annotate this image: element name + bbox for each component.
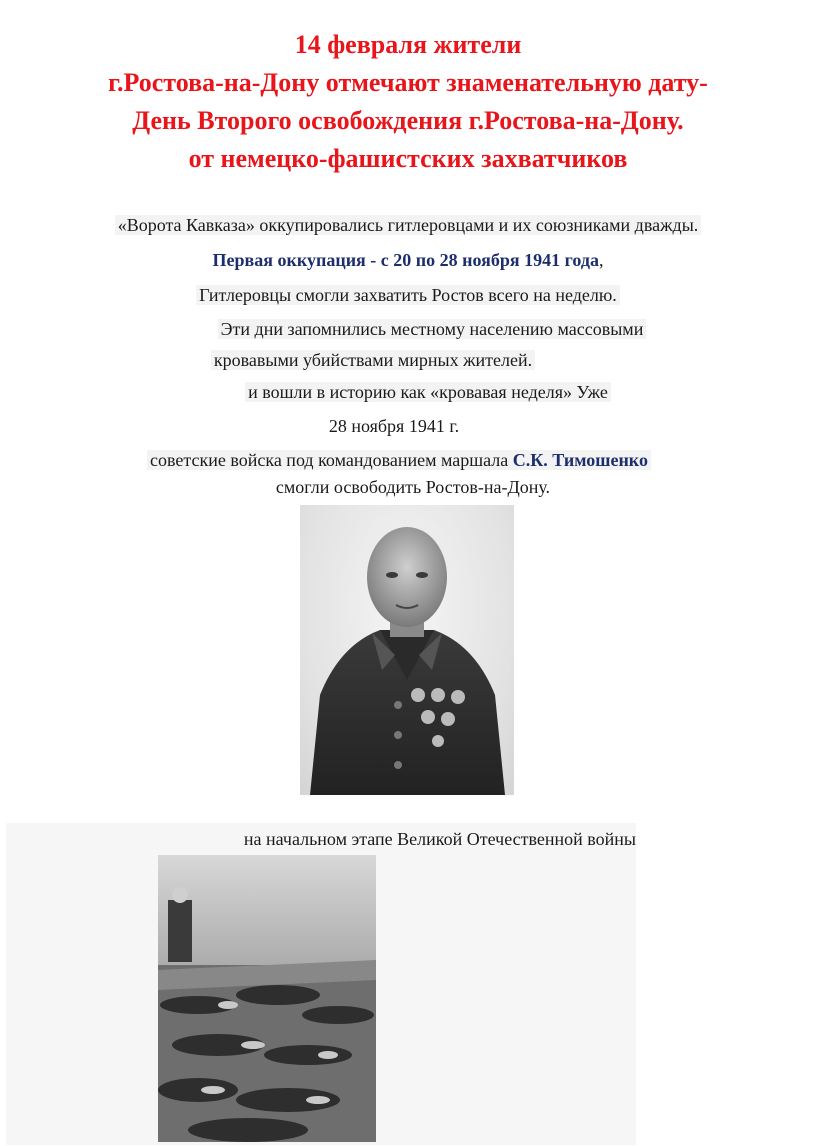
marshal-name: С.К. Тимошенко — [512, 450, 648, 470]
first-occupation-dates: Первая оккупация - с 20 по 28 ноября 1941 года — [212, 250, 599, 270]
paragraph-bloody-week — [0, 380, 816, 404]
paragraph-bloody-week-text: и вошли в историю как «кровавая неделя» Уже — [245, 382, 611, 402]
paragraph-caucasus-gate — [0, 213, 816, 237]
page-title — [0, 26, 816, 178]
war-photo-illustration — [158, 855, 376, 1142]
title-line-4: от немецко-фашистских захватчиков — [188, 144, 628, 173]
paragraph-killings — [0, 348, 816, 372]
war-victims-photo — [158, 855, 376, 1142]
troops-prefix: советские войска под командованием маршала — [150, 450, 513, 470]
paragraph-remembered — [0, 317, 816, 341]
title-line-1: 14 февраля жители — [294, 30, 522, 59]
paragraph-caucasus-gate-text: «Ворота Кавказа» оккупировались гитлеровцами и их союзниками дважды. — [115, 215, 702, 235]
paragraph-week-text: Гитлеровцы смогли захватить Ростов всего на неделю. — [196, 285, 620, 305]
paragraph-killings-text: кровавыми убийствами мирных жителей. — [211, 350, 535, 370]
paragraph-remembered-text: Эти дни запомнились местному населению массовыми — [218, 319, 647, 339]
first-occupation-comma: , — [598, 250, 604, 270]
marshal-portrait-photo — [300, 505, 514, 795]
portrait-illustration — [300, 505, 514, 795]
paragraph-week — [0, 283, 816, 307]
paragraph-troops-text — [147, 450, 651, 470]
paragraph-liberated-text: смогли освободить Ростов-на-Дону. — [275, 477, 551, 497]
war-photo-caption-text: на начальном этапе Великой Отечественной войны — [243, 829, 636, 849]
war-photo-caption — [6, 827, 636, 851]
paragraph-date — [0, 414, 816, 438]
paragraph-liberated — [0, 475, 816, 499]
title-line-2: г.Ростова-на-Дону отмечают знаменательную дату- — [108, 68, 708, 97]
title-line-3: День Второго освобождения г.Ростова-на-Дону. — [132, 106, 684, 135]
paragraph-first-occupation — [0, 248, 816, 272]
paragraph-troops — [0, 448, 816, 472]
paragraph-date-text: 28 ноября 1941 г. — [328, 416, 460, 436]
